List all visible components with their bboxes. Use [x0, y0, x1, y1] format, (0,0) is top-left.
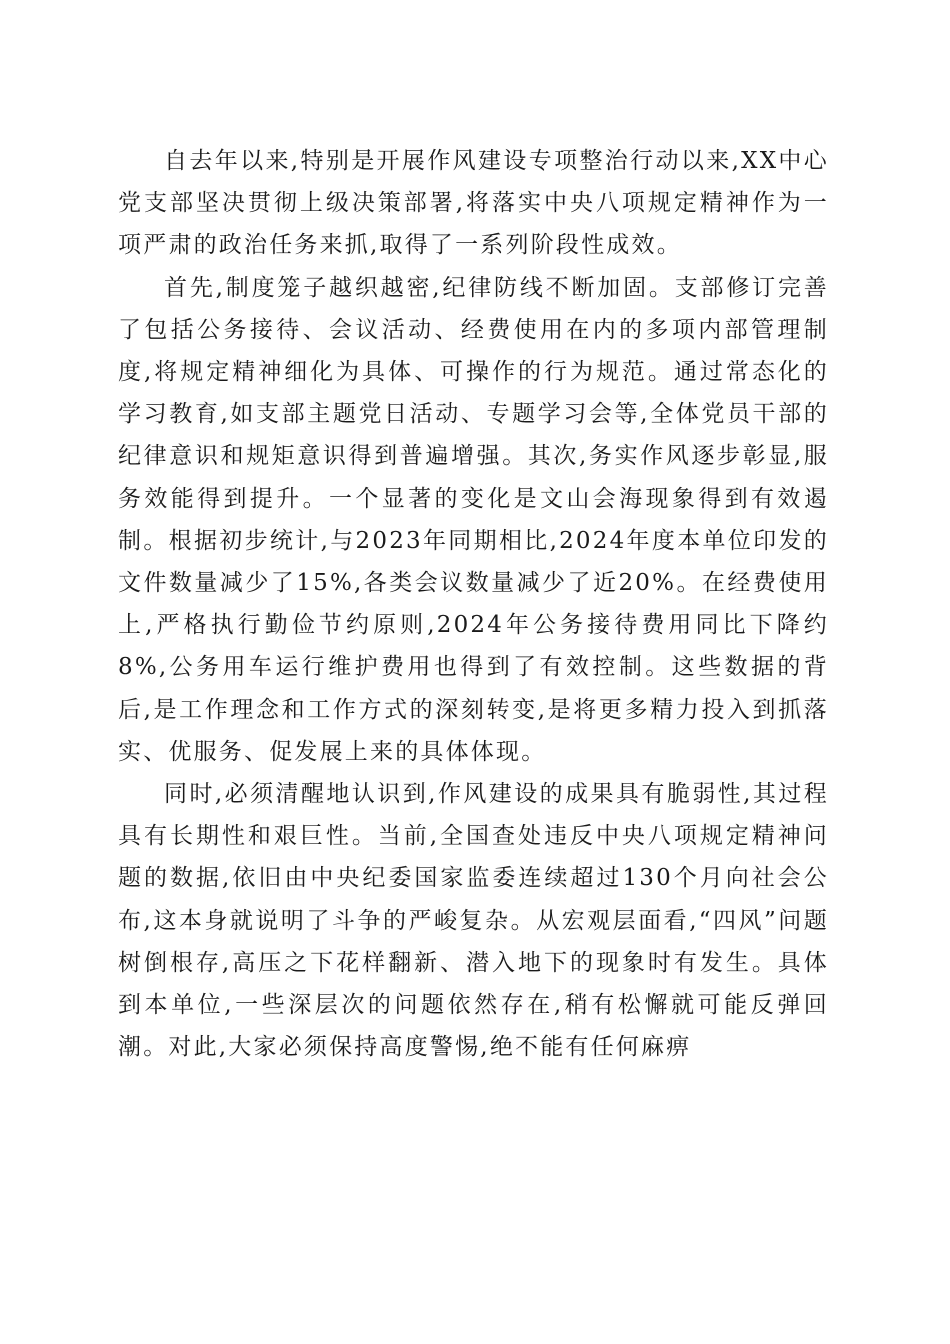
paragraph-challenges: 同时,必须清醒地认识到,作风建设的成果具有脆弱性,其过程具有长期性和艰巨性。当前,全国查处违反中央八项规定精神问题的数据,依旧由中央纪委国家监委连续超过130个月向社会公布,这本身就说明了斗争的严峻复杂。从宏观层面看,“四风”问题树倒根存,高压之下花样翻新、潜入地下的现象时有发生。具体到本单位,一些深层次的问题依然存在,稍有松懈就可能反弹回潮。对此,大家必须保持高度警惕,绝不能有任何麻痹 — [118, 781, 829, 1061]
paragraph-intro: 自去年以来,特别是开展作风建设专项整治行动以来,XX中心党支部坚决贯彻上级决策部署,将落实中央八项规定精神作为一项严肃的政治任务来抓,取得了一系列阶段性成效。 — [118, 148, 829, 259]
paragraph-achievements: 首先,制度笼子越织越密,纪律防线不断加固。支部修订完善了包括公务接待、会议活动、经费使用在内的多项内部管理制度,将规定精神细化为具体、可操作的行为规范。通过常态化的学习教育,如支部主题党日活动、专题学习会等,全体党员干部的纪律意识和规矩意识得到普遍增强。其次,务实作风逐步彰显,服务效能得到提升。一个显著的变化是文山会海现象得到有效遏制。根据初步统计,与2023年同期相比,2024年度本单位印发的文件数量减少了15%,各类会议数量减少了近20%。在经费使用上,严格执行勤俭节约原则,2024年公务接待费用同比下降约8%,公务用车运行维护费用也得到了有效控制。这些数据的背后,是工作理念和工作方式的深刻转变,是将更多精力投入到抓落实、优服务、促发展上来的具体体现。 — [118, 274, 829, 765]
document-body — [118, 140, 829, 1068]
